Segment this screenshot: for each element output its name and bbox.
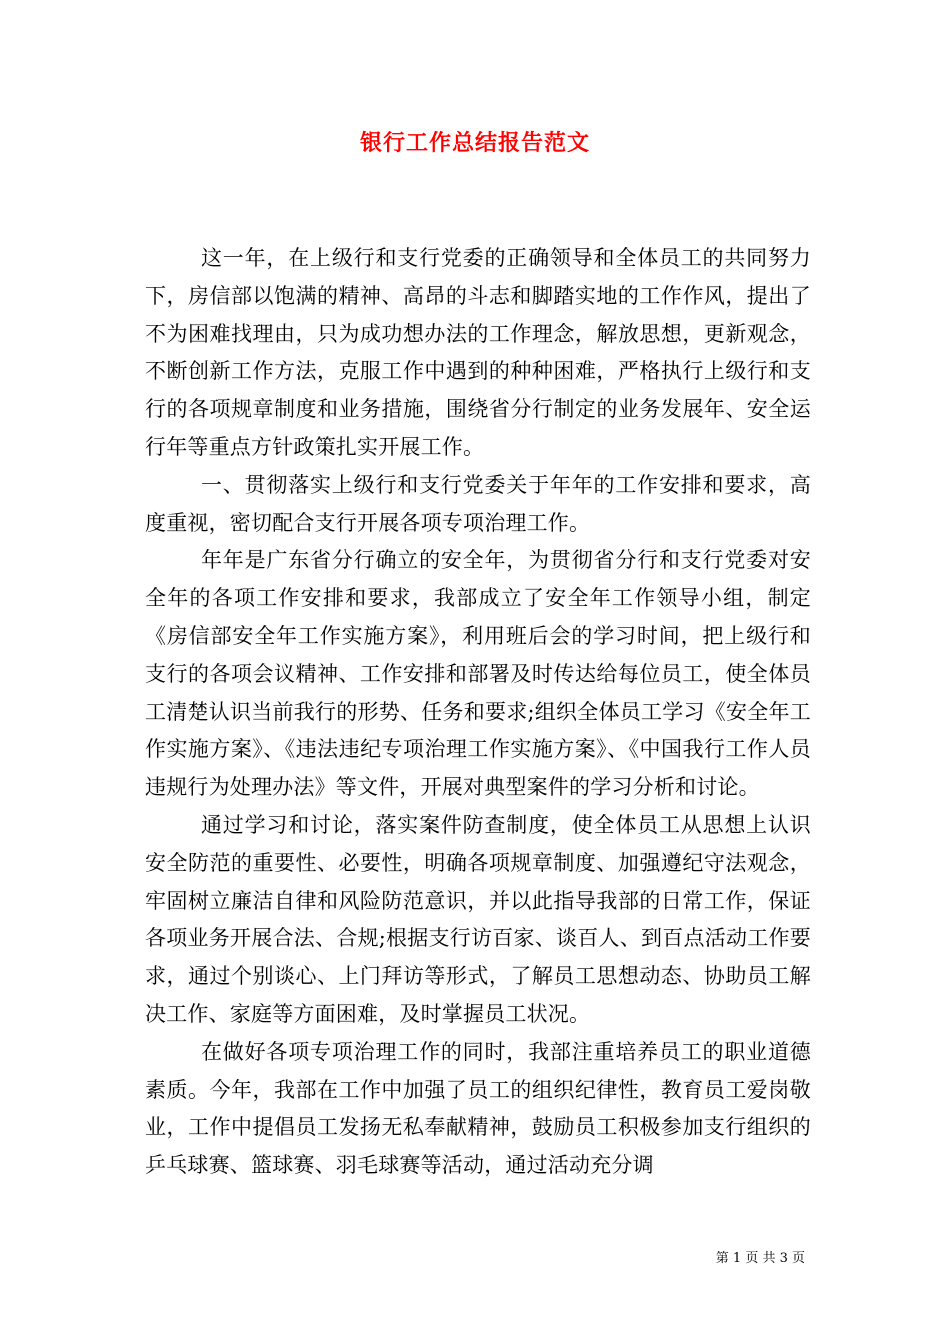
paragraph-safety-year: 年年是广东省分行确立的安全年，为贯彻省分行和支行党委对安全年的各项工作安排和要求，我部成立了安全年工作领导小组，制定《房信部安全年工作实施方案》，利用班后会的学习时间，把上级行和支行的各项会议精神、工作安排和部署及时传达给每位员工，使全体员工清楚认识当前我行的形势、任务和要求;组织全体员工学习《安全年工作实施方案》、《违法违纪专项治理工作实施方案》、《中国我行工作人员违规行为处理办法》等文件，开展对典型案件的学习分析和讨论。 (145, 548, 811, 800)
page-number-footer: 第 1 页 共 3 页 (715, 1251, 805, 1266)
paragraph-section-one-heading: 一、贯彻落实上级行和支行党委关于年年的工作安排和要求，高度重视，密切配合支行开展各项专项治理工作。 (145, 472, 811, 535)
document-body (145, 240, 811, 1185)
paragraph-intro: 这一年，在上级行和支行党委的正确领导和全体员工的共同努力下，房信部以饱满的精神、高昂的斗志和脚踏实地的工作作风，提出了不为困难找理由，只为成功想办法的工作理念，解放思想，更新观念，不断创新工作方法，克服工作中遇到的种种困难，严格执行上级行和支行的各项规章制度和业务措施，围绕省分行制定的业务发展年、安全运行年等重点方针政策扎实开展工作。 (145, 246, 811, 459)
paragraph-professional-ethics: 在做好各项专项治理工作的同时，我部注重培养员工的职业道德素质。今年，我部在工作中加强了员工的组织纪律性，教育员工爱岗敬业，工作中提倡员工发扬无私奉献精神，鼓励员工积极参加支行组织的乒乓球赛、篮球赛、羽毛球赛等活动，通过活动充分调 (145, 1039, 811, 1178)
paragraph-study-discussion: 通过学习和讨论，落实案件防查制度，使全体员工从思想上认识安全防范的重要性、必要性，明确各项规章制度、加强遵纪守法观念，牢固树立廉洁自律和风险防范意识，并以此指导我部的日常工作，保证各项业务开展合法、合规;根据支行访百家、谈百人、到百点活动工作要求，通过个别谈心、上门拜访等形式，了解员工思想动态、协助员工解决工作、家庭等方面困难，及时掌握员工状况。 (145, 812, 811, 1026)
document-title: 银行工作总结报告范文 (359, 130, 590, 156)
